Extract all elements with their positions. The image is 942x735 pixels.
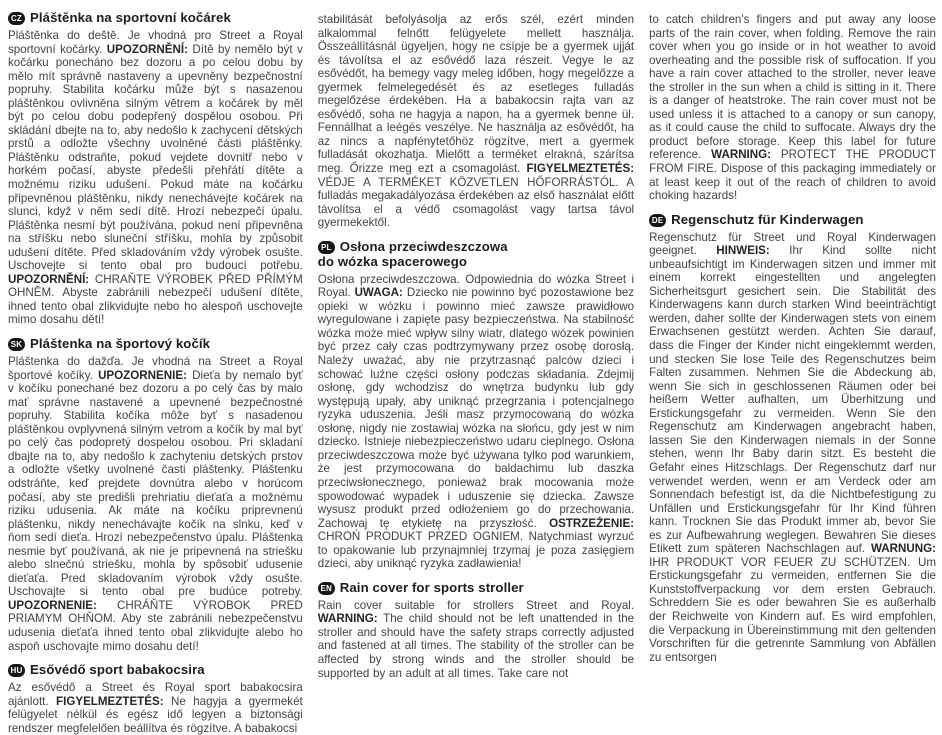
warning-label: UPOZORNĚNÍ:: [8, 272, 90, 286]
section-de-header: [649, 212, 936, 227]
body-text-run: Osłona przeciwdeszczowa. Odpowiednia do wózka Street i Royal.: [317, 272, 635, 300]
body-text-run: Dieťa by nemalo byť v kočíku ponechané bez dozoru a po celý čas by malo mať správne nastavené a upevnené bezpečnostné popruhy. Stabilita kočíka môže byť s nasadenou pláštěnkou ovplyvnená silným vetrom a kočík by mal byť po celý čas podopretý dospelou osobou. Pri skladaní dbajte na to, aby nedošlo k zachyteniu detských prstov a odložte všetky uvolnené časti pláštenky. Pláštenku odstráňte, keď prejdete dovnútra alebo v horúcom počasí, aby ste predišli prehriatiu dieťaťa a možnému riziku udusenia. Ak máte na kočíku priprevnenú pláštenku, nikdy nenechávajte kočík na slnku, keď v ňom sedí dieťa. Hrozí nebezpečenstvo úpalu. Pláštenka nesmie byť používaná, ak nie je pripevnená na striešku alebo slnečnú striešku, mohla by spôsobiť udusenie dieťaťa. Pred skladovaním výrobok vždy osušte. Uschovajte si tento obal pre budúce potreby.: [8, 368, 303, 599]
section-de-title-line1: Regenschutz für Kinderwagen: [671, 211, 864, 227]
warning-label: WARNING:: [711, 148, 772, 162]
section-hu-title-line1: Esővédő sport babakocsira: [30, 662, 205, 678]
section-de-body: [649, 231, 936, 665]
warning-label: UPOZORNENIE:: [8, 598, 97, 612]
warning-label: UWAGA:: [354, 286, 403, 300]
body-text-run: The child should not be left unattended in the stroller and should have the safety straps correctly adjusted and fastened at all times. The stability of the stroller can be affected by strong winds and the stroller should be supported by an adult at all times. Take care not: [317, 612, 635, 680]
section-en-body-continued: [649, 13, 936, 203]
section-cz-body: [8, 29, 303, 327]
body-text-run: Regenschutz für Street und Royal Kinderwagen geeignet.: [649, 230, 936, 258]
section-pl-title-line1: Osłona przeciwdeszczowa: [339, 238, 508, 254]
section-pl-header: [318, 239, 634, 269]
hu-language-badge-icon: HU: [8, 664, 25, 677]
body-text-run: IHR PRODUKT VOR FEUER ZU SCHÜTZEN. Um Erstickungsgefahr zu vermeiden, entfernen Sie die Kunststoffverpackung vor dem ersten Gebrauch. Schreddern Sie es oder bewahren Sie es außerhalb der Reichweite von Kindern auf. Es wird empfohlen, die Verpackung in Übereinstimmung mit den geltenden Vorschriften für die getrennte Sammlung von Abfällen zu entsorgen: [649, 555, 936, 664]
warning-label: UPOZORNENIE:: [98, 368, 187, 382]
body-text-run: PROTECT THE PRODUCT FROM FIRE. Dispose of this packaging immediately or at least keep it out of the reach of children to avoid choking hazards!: [649, 148, 936, 203]
section-pl-body: [318, 273, 634, 571]
body-text-run: Pláštěnka do deště. Je vhodná pro Street a Royal sportovní kočárky.: [8, 29, 303, 56]
sk-language-badge-icon: SK: [8, 338, 25, 351]
body-text-run: Az esővédő a Street és Royal sport babakocsira ajánlott.: [8, 681, 303, 708]
section-hu-header: [8, 662, 303, 677]
body-text-run: Pláštenka do dažďa. Je vhodná na Street a Royal športové kočíky.: [8, 355, 303, 382]
section-en-header: [318, 580, 634, 595]
body-text-run: Ne hagyja a gyermekét felügyelet nélkül és egész idő legyen a biztonsági rendszer megfelelően beállítva és rögzítve. A babakocsi: [8, 694, 303, 735]
column-2: [318, 10, 634, 681]
en-language-badge-icon: EN: [318, 582, 335, 595]
pl-language-badge-icon: PL: [318, 241, 335, 254]
body-text-run: Ihr Kind sollte nicht unbeaufsichtigt im Kinderwagen sitzen und immer mit einem korrekt eingestellten und angelegten Sicherheitsgurt gesichert sein. Die Stabilität des Kinderwagens kann durch starken Wind beeinträchtigt werden, daher sollte der Kinderwagen stets von einem Erwachsenen gestützt werden. Achten Sie darauf, dass die Finger der Kinder nicht eingeklemmt werden, und stecken Sie lose Teile des Regenschutzes beim Falten zusammen. Nehmen Sie die Abdeckung ab, wenn Sie sich in geschlossenen Räumen oder bei heißem Wetter aufhalten, um Überhitzung und Erstickungsgefahr zu vermeiden. Wenn Sie den Regenschutz am Kinderwagen angebracht haben, lassen Sie den Kinderwagen niemals in der Sonne stehen, wenn Ihr Baby darin sitzt. Es besteht die Gefahr eines Hitzschlags. Der Regenschutz darf nur verwendet werden, wenn er am Verdeck oder am Sonnendach befestigt ist, da die Nichtbefestigung zu Unfällen und Erstickungsgefahr für Ihr Kind führen kann. Trocknen Sie das Produkt immer ab, bevor Sie es zur Aufbewahrung weglegen. Bewahren Sie dieses Etikett zum späteren Nachschlagen auf.: [649, 244, 936, 556]
section-hu-body: [8, 681, 303, 735]
warning-label: UPOZORNĚNÍ:: [106, 42, 188, 56]
body-text-run: stabilitását befolyásolja az erős szél, ezért minden alkalommal felnőtt felügyelete mellett használja. Összeállításnál ügyeljen, hogy ne csípje be a gyermek ujját és távolítsa el az esővédő laza részeit. Vegye le az esővédőt, ha bemegy vagy meleg időben, hogy megelőzze a gyermek felmelegedését és az esetleges fulladás megelőzése érdekében. Ha a babakocsin rajta van az esővédő, soha ne hagyja a napon, ha a gyermek benne ül. Fennállhat a leégés veszélye. Ne használja az esővédőt, ha az nincs a napfénytetőhöz rögzítve, mert a gyermek fulladását okozhatja. Mielőtt a terméket elrakná, szárítsa meg. Őrizze meg ezt a csomagolást.: [317, 13, 635, 176]
section-sk-title-line1: Pláštenka na športový kočík: [30, 336, 211, 352]
cz-language-badge-icon: CZ: [8, 12, 25, 25]
body-text-run: CHROŃ PRODUKT PRZED OGNIEM. Natychmiast wyrzuć to opakowanie lub przynajmniej trzymaj je poza zasięgiem dzieci, aby uniknąć ryzyka zadławienia!: [317, 530, 635, 571]
section-pl-title-line2: do wózka spacerowego: [317, 253, 468, 269]
section-en-title-line1: Rain cover for sports stroller: [339, 579, 524, 595]
body-text-run: to catch children's fingers and put away any loose parts of the rain cover, when folding. Remove the rain cover when you go inside or in hot weather to avoid overheating and the possible risk of suffocation. If you have a rain cover attached to the stroller, never leave the stroller in the sun when a child is sitting in it. There is a danger of heatstroke. The rain cover must not be used unless it is attached to a canopy or sun canopy, as it could cause the child to suffocate. Always dry the product before storage. Keep this label for future reference.: [649, 13, 936, 162]
body-text-run: Dziecko nie powinno być pozostawione bez opieki w wózku i powinno mieć zawsze prawidłowo wyregulowane i zapięte pasy bezpieczeństwa. Na stabilność wózka może mieć wpływ silny wiatr, dlatego wózek powinien być przez cały czas podtrzymywany przez osobę dorosłą. Należy uważać, aby nie przytrzasnąć palców dzieci i schować luźne części osłony podczas składania. Zdejmij osłonę, gdy wchodzisz do wnętrza budynku lub gdy występują upały, aby uniknąć przegrzania i potencjalnego ryzyka uduszenia. Jeśli masz przymocowaną do wózka osłonę, nigdy nie zostawiaj wózka na słońcu, gdy jest w nim dziecko. Istnieje niebezpieczeństwo udaru cieplnego. Osłona przeciwdeszczowa może być używana tylko pod warunkiem, że jest przymocowana do baldachimu lub daszka przeciwsłonecznego, ponieważ brak mocowania może spowodować wypadek i uduszenie się dziecka. Zawsze wysusz produkt przed odłożeniem go do przechowania. Zachowaj tę etykietę na przyszłość.: [317, 286, 635, 530]
warning-label: FIGYELMEZTETÉS:: [56, 694, 164, 708]
body-text-run: VÉDJE A TERMÉKET KÖZVETLEN HŐFORRÁSTÓL. A fulladás megakadályozása érdekében az első használat előtt távolítsa el a védő csomagolást vagy tartsa távol gyermekektől.: [317, 175, 635, 230]
warning-label: OSTRZEŻENIE:: [549, 516, 635, 530]
column-3: [649, 10, 936, 681]
warning-label: WARNUNG:: [870, 542, 936, 556]
warning-label: FIGYELMEZTETÉS:: [526, 162, 635, 176]
body-text-run: Dítě by nemělo být v kočárku ponecháno bez dozoru a po celou dobu by mělo mít správně nastaveny a upevněny bezpečnostní popruhy. Stabilita kočárku může být s nasazenou pláštěnkou ovlivněna silným větrem a kočárek by měl být po celou dobu podepřený dospělou osobou. Při skládání dbejte na to, aby nedošlo k zachycení dětských prstů a odložte všechny uvolněné části pláštěnky. Pláštěnku odstraňte, pokud vejdete dovnitř nebo v horkém počasí, abyste předešli přehřátí dítěte a možnému riziku udušení. Pokud máte na kočárku připevněnou pláštěnku, nikdy nenechávejte kočárek na slunci, když v něm sedí dítě. Hrozí nebezpečí úpalu. Pláštěnka nesmí být používána, pokud není připevněna na stříšku nebo sluneční stříšku, mohla by způsobit udušení dítěte. Před skladováním vždy výrobek osušte. Uschovejte si tento obal pro budoucí potřebu.: [8, 42, 303, 273]
body-text-run: CHRAŇTE VÝROBEK PŘED PŘÍMÝM OHNĚM. Abyste zabránili nebezpečí udušení dítěte, ihned tento obal zlikvidujte nebo ho alespoň uschovejte mimo dosahu dětí!: [8, 272, 303, 327]
body-text-run: Rain cover suitable for strollers Street and Royal.: [317, 598, 635, 612]
section-sk-header: [8, 336, 303, 351]
section-sk-body: [8, 355, 303, 653]
warning-label: WARNING:: [317, 612, 378, 626]
body-text-run: CHRÁŇTE VÝROBOK PRED PRIAMYM OHŇOM. Aby ste zabránili nebezpečenstvu udusenia dieťaťa ihned tento obal zlikvidujte alebo ho aspoň uschovajte mimo dosahu detí!: [8, 598, 303, 653]
section-en-body: [318, 599, 634, 680]
section-cz-header: [8, 10, 303, 25]
de-language-badge-icon: DE: [649, 214, 666, 227]
section-hu-body-continued: [318, 13, 634, 230]
section-cz-title-line1: Pláštěnka na sportovní kočárek: [30, 10, 231, 25]
column-1: [8, 10, 303, 735]
warning-label: HINWEIS:: [716, 244, 770, 258]
